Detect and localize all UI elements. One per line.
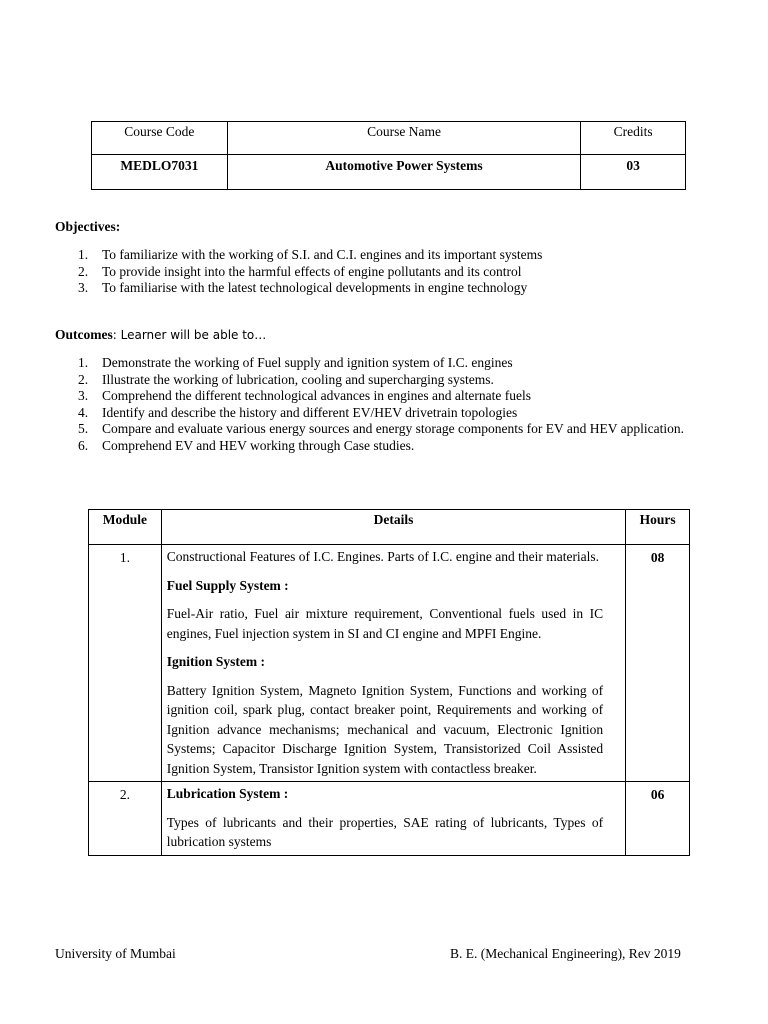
footer-university: University of Mumbai: [55, 946, 176, 961]
table-row: [89, 545, 690, 782]
section-heading: Fuel Supply System :: [166, 577, 289, 593]
outcome-text: Comprehend EV and HEV working through Case studies.: [102, 437, 415, 453]
list-item: 4. Identify and describe the history and different EV/HEV drivetrain topologies: [78, 404, 518, 420]
course-name-header: Course Name: [227, 122, 581, 155]
list-item: 1. To familiarize with the working of S.I. and C.I. engines and its important systems: [78, 247, 543, 262]
section-heading: Lubrication System :: [166, 786, 289, 801]
outcomes-title: Outcomes: [55, 327, 113, 342]
outcome-text: Comprehend the different technological advances in engines and alternate fuels: [102, 388, 531, 403]
objective-text: To familiarise with the latest technological developments in engine technology: [102, 280, 528, 295]
credits-header: Credits: [581, 122, 686, 155]
course-table-header-row: [92, 122, 686, 155]
outcome-text: Identify and describe the history and different EV/HEV drivetrain topologies: [102, 404, 518, 420]
footer-program: B. E. (Mechanical Engineering), Rev 2019: [450, 946, 681, 961]
list-item: 2. Illustrate the working of lubrication, cooling and supercharging systems.: [78, 371, 494, 387]
outcome-text: Compare and evaluate various energy sources and energy storage components for EV and HEV application.: [102, 421, 684, 436]
list-item: 5. Compare and evaluate various energy sources and energy storage components for EV and HEV application.: [78, 421, 684, 436]
course-name-value: Automotive Power Systems: [227, 155, 581, 190]
objective-text: To familiarize with the working of S.I. and C.I. engines and its important systems: [102, 247, 543, 262]
course-table-value-row: [92, 155, 686, 190]
credits-value: 03: [581, 155, 686, 190]
objectives-heading: Objectives:: [55, 219, 121, 234]
list-item: 6. Comprehend EV and HEV working through Case studies.: [78, 437, 415, 453]
table-row: [89, 782, 690, 856]
module-intro: Constructional Features of I.C. Engines. Parts of I.C. engine and their materials.: [166, 549, 600, 564]
module-details: [161, 545, 625, 782]
outcome-text: Illustrate the working of lubrication, cooling and supercharging systems.: [102, 371, 494, 387]
section-text: Types of lubricants and their properties, SAE rating of lubricants, Types of lubrication systems: [166, 814, 604, 849]
outcome-text: Demonstrate the working of Fuel supply and ignition system of I.C. engines: [102, 355, 513, 370]
course-code-value: MEDLO7031: [92, 155, 228, 190]
section-heading: Ignition System :: [166, 654, 266, 669]
module-number: 2.: [89, 782, 162, 856]
list-item: 2. To provide insight into the harmful effects of engine pollutants and its control: [78, 263, 522, 279]
module-number: 1.: [89, 545, 162, 782]
outcomes-heading: [55, 327, 266, 343]
module-header: Module: [89, 510, 162, 545]
list-item: 3. Comprehend the different technological advances in engines and alternate fuels: [78, 388, 531, 403]
objectives-list: [55, 247, 715, 297]
course-code-header: Course Code: [92, 122, 228, 155]
list-item: 1. Demonstrate the working of Fuel supply and ignition system of I.C. engines: [78, 355, 513, 370]
module-table-header-row: [89, 510, 690, 545]
details-header: Details: [161, 510, 625, 545]
module-hours: 08: [626, 545, 690, 782]
objective-text: To provide insight into the harmful effects of engine pollutants and its control: [102, 263, 522, 279]
module-hours: 06: [626, 782, 690, 856]
outcomes-lead: : Learner will be able to…: [112, 328, 267, 342]
section-text: Battery Ignition System, Magneto Ignition System, Functions and working of ignition coil, spark plug, contact breaker point, Requirements and working of Ignition advance mechanisms; mechanical and vacuum, Electronic Ignition Systems; Capacitor Discharge Ignition System, Transistorized Coil Assisted Ignition System, Transistor Ignition system with contactless breaker.: [166, 682, 604, 776]
module-details: [161, 782, 625, 856]
course-table: [91, 121, 686, 190]
section-text: Fuel-Air ratio, Fuel air mixture requirement, Conventional fuels used in IC engines, Fuel injection system in SI and CI engine and MPFI Engine.: [166, 606, 604, 641]
hours-header: Hours: [626, 510, 690, 545]
outcomes-list: [55, 355, 721, 454]
list-item: 3. To familiarise with the latest technological developments in engine technology: [78, 280, 528, 295]
module-table: [88, 509, 690, 856]
